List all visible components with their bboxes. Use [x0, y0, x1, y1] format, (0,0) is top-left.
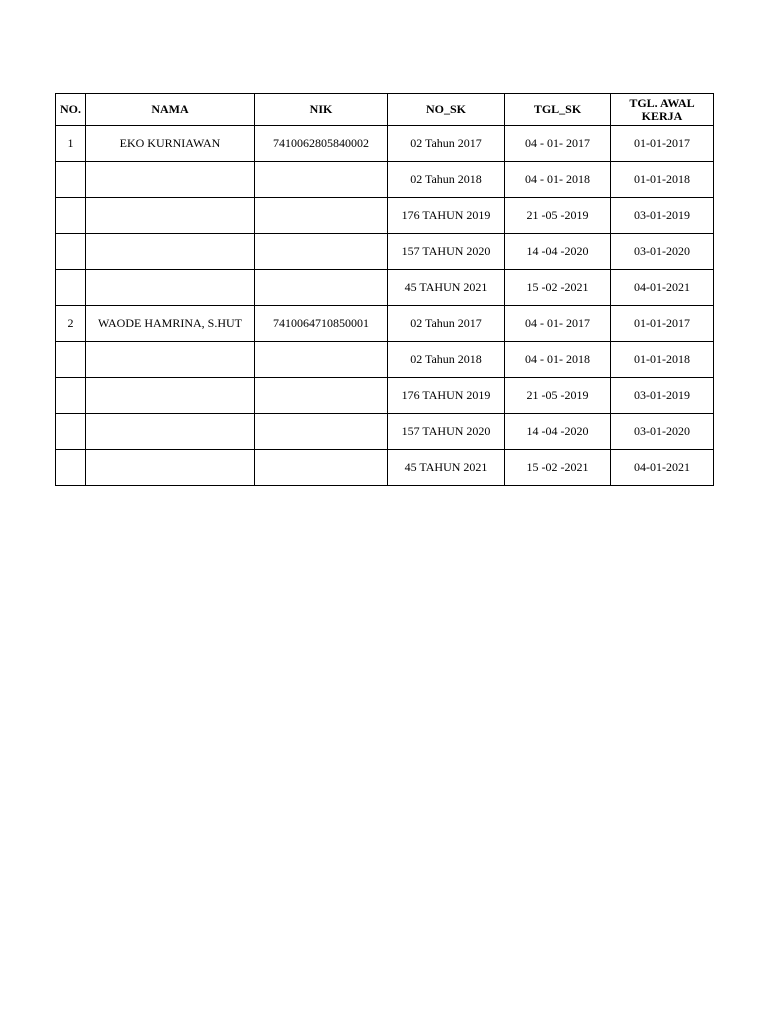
cell-nama — [86, 270, 255, 306]
cell-tgl-sk: 21 -05 -2019 — [505, 378, 611, 414]
cell-no-sk: 176 TAHUN 2019 — [388, 198, 505, 234]
header-row — [56, 94, 714, 126]
table-row — [56, 198, 714, 234]
cell-no-sk: 02 Tahun 2018 — [388, 162, 505, 198]
cell-nik: 7410062805840002 — [255, 126, 388, 162]
cell-nama — [86, 378, 255, 414]
cell-tgl-sk: 14 -04 -2020 — [505, 234, 611, 270]
cell-nik — [255, 162, 388, 198]
table-row — [56, 162, 714, 198]
cell-tgl-awal-kerja: 03-01-2020 — [611, 234, 714, 270]
header-nama: NAMA — [86, 94, 255, 126]
cell-no-sk: 157 TAHUN 2020 — [388, 414, 505, 450]
table-row — [56, 414, 714, 450]
cell-tgl-awal-kerja: 03-01-2019 — [611, 198, 714, 234]
table-row — [56, 126, 714, 162]
cell-tgl-awal-kerja: 03-01-2019 — [611, 378, 714, 414]
table-row — [56, 450, 714, 486]
header-no: NO. — [56, 94, 86, 126]
cell-no-sk: 45 TAHUN 2021 — [388, 270, 505, 306]
table-row — [56, 342, 714, 378]
cell-no — [56, 162, 86, 198]
cell-nik — [255, 450, 388, 486]
cell-nama — [86, 414, 255, 450]
cell-nik: 7410064710850001 — [255, 306, 388, 342]
header-nik: NIK — [255, 94, 388, 126]
cell-no-sk: 02 Tahun 2018 — [388, 342, 505, 378]
cell-tgl-sk: 21 -05 -2019 — [505, 198, 611, 234]
cell-tgl-awal-kerja: 04-01-2021 — [611, 270, 714, 306]
cell-tgl-sk: 04 - 01- 2017 — [505, 126, 611, 162]
cell-nama: EKO KURNIAWAN — [86, 126, 255, 162]
table-row — [56, 306, 714, 342]
cell-tgl-sk: 15 -02 -2021 — [505, 450, 611, 486]
cell-nik — [255, 198, 388, 234]
table-body — [56, 126, 714, 486]
cell-tgl-sk: 14 -04 -2020 — [505, 414, 611, 450]
cell-no-sk: 02 Tahun 2017 — [388, 306, 505, 342]
cell-no — [56, 342, 86, 378]
cell-nama: WAODE HAMRINA, S.HUT — [86, 306, 255, 342]
cell-tgl-awal-kerja: 01-01-2018 — [611, 342, 714, 378]
sk-table — [55, 93, 714, 486]
cell-tgl-awal-kerja: 03-01-2020 — [611, 414, 714, 450]
cell-no-sk: 176 TAHUN 2019 — [388, 378, 505, 414]
cell-nama — [86, 198, 255, 234]
cell-tgl-sk: 04 - 01- 2018 — [505, 342, 611, 378]
cell-no — [56, 414, 86, 450]
cell-nik — [255, 234, 388, 270]
header-tgl-sk: TGL_SK — [505, 94, 611, 126]
cell-tgl-awal-kerja: 01-01-2017 — [611, 306, 714, 342]
cell-no-sk: 45 TAHUN 2021 — [388, 450, 505, 486]
cell-tgl-awal-kerja: 04-01-2021 — [611, 450, 714, 486]
cell-nik — [255, 414, 388, 450]
table-row — [56, 270, 714, 306]
header-tgl-awal-kerja: TGL. AWAL KERJA — [611, 94, 714, 126]
cell-no — [56, 234, 86, 270]
cell-nama — [86, 342, 255, 378]
cell-tgl-sk: 15 -02 -2021 — [505, 270, 611, 306]
cell-tgl-sk: 04 - 01- 2017 — [505, 306, 611, 342]
cell-nik — [255, 342, 388, 378]
cell-tgl-sk: 04 - 01- 2018 — [505, 162, 611, 198]
cell-tgl-awal-kerja: 01-01-2018 — [611, 162, 714, 198]
cell-tgl-awal-kerja: 01-01-2017 — [611, 126, 714, 162]
cell-no — [56, 378, 86, 414]
cell-no — [56, 270, 86, 306]
cell-no-sk: 157 TAHUN 2020 — [388, 234, 505, 270]
cell-no-sk: 02 Tahun 2017 — [388, 126, 505, 162]
cell-no — [56, 198, 86, 234]
cell-no — [56, 450, 86, 486]
table-header — [56, 94, 714, 126]
cell-nama — [86, 234, 255, 270]
table-row — [56, 378, 714, 414]
cell-nama — [86, 450, 255, 486]
header-no-sk: NO_SK — [388, 94, 505, 126]
cell-nik — [255, 378, 388, 414]
cell-nik — [255, 270, 388, 306]
cell-no: 2 — [56, 306, 86, 342]
table-row — [56, 234, 714, 270]
cell-nama — [86, 162, 255, 198]
cell-no: 1 — [56, 126, 86, 162]
